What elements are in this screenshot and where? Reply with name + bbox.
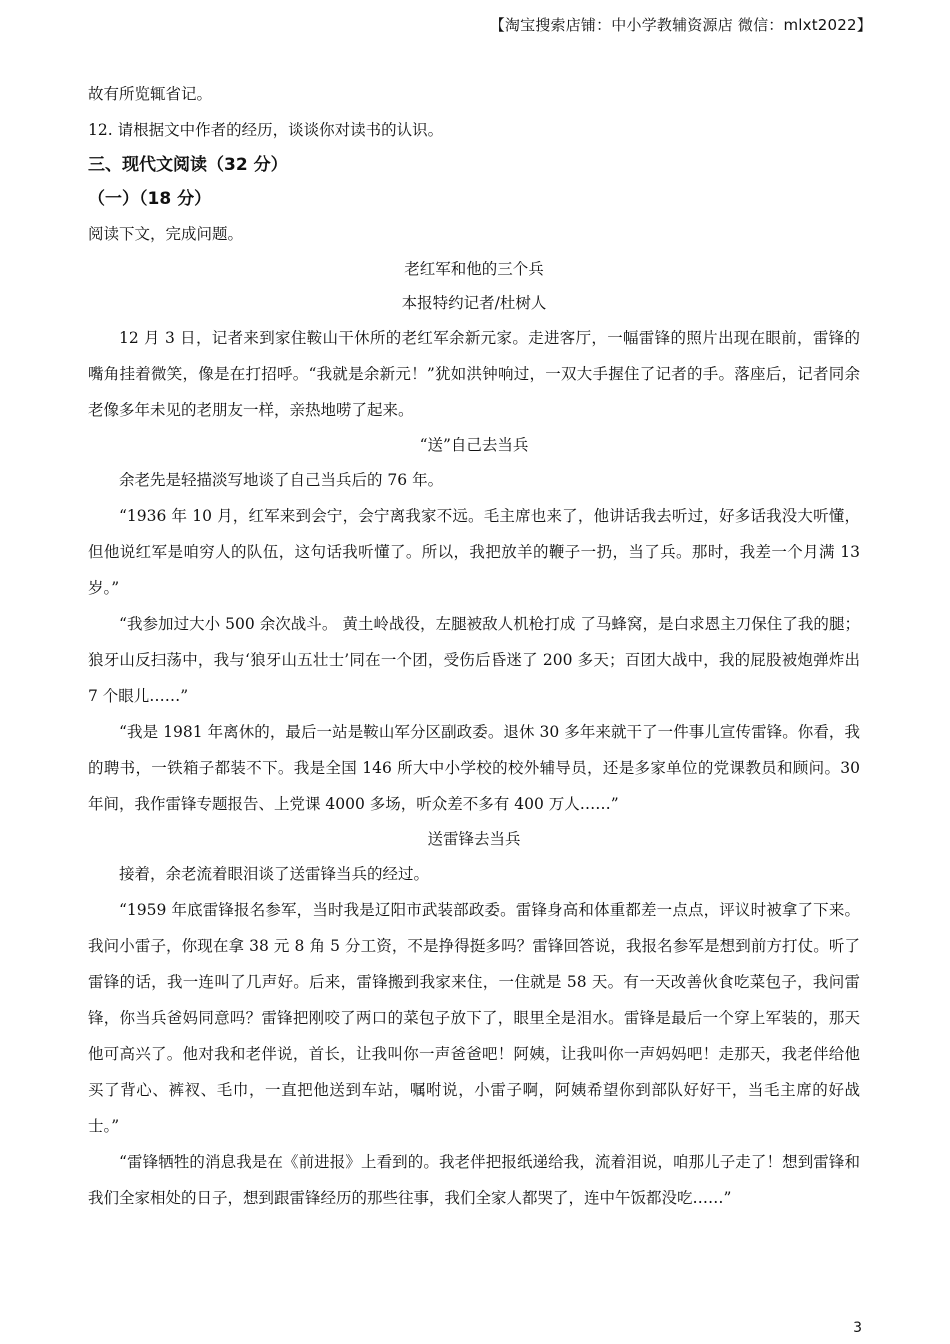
section-heading: 三、现代文阅读（32 分） (88, 155, 288, 175)
article-byline: 本报特约记者/杜树人 (401, 294, 547, 312)
page-number: 3 (853, 1320, 862, 1336)
document-body (88, 76, 860, 1216)
article-paragraph: “我是 1981 年离休的，最后一站是鞍山军分区副政委。退休 30 多年来就干了一件事儿宣传雷锋。你看，我的聘书，一铁箱子都装不下。我是全国 146 所大中小学校的校外辅导员，还是多家单位的党课教员和顾问。30 年间，我作雷锋专题报告、上党课 4000 多场，听众差不多有 400 万人……” (88, 723, 860, 813)
article-subtitle: 送雷锋去当兵 (427, 830, 521, 848)
article-paragraph: “雷锋牺牲的消息我是在《前进报》上看到的。我老伴把报纸递给我，流着泪说，咱那儿子走了！想到雷锋和我们全家相处的日子，想到跟雷锋经历的那些往事，我们全家人都哭了，连中午饭都没吃……” (88, 1153, 860, 1207)
text-line: 故有所览辄省记。 (88, 85, 213, 103)
instruction-text: 阅读下文，完成问题。 (88, 225, 244, 243)
article-paragraph: “1959 年底雷锋报名参军，当时我是辽阳市武装部政委。雷锋身高和体重都差一点点，评议时被拿了下来。我问小雷子，你现在拿 38 元 8 角 5 分工资，不是挣得挺多吗？雷锋回答说，我报名参军是想到前方打仗。听了雷锋的话，我一连叫了几声好。后来，雷锋搬到我家来住，一住就是 58 天。有一天改善伙食吃菜包子，我问雷锋，你当兵爸妈同意吗？雷锋把刚咬了两口的菜包子放下了，眼里全是泪水。雷锋是最后一个穿上军装的，那天他可高兴了。他对我和老伴说，首长，让我叫你一声爸爸吧！阿姨，让我叫你一声妈妈吧！走那天，我老伴给他买了背心、裤衩、毛巾，一直把他送到车站，嘱咐说，小雷子啊，阿姨希望你到部队好好干，当毛主席的好战士。” (88, 901, 860, 1135)
article-title: 老红军和他的三个兵 (404, 260, 544, 278)
subsection-heading: （一）（18 分） (88, 189, 212, 209)
article-paragraph: 余老先是轻描淡写地谈了自己当兵后的 76 年。 (119, 471, 444, 489)
question-12: 12. 请根据文中作者的经历，谈谈你对读书的认识。 (88, 121, 444, 139)
article-paragraph: “1936 年 10 月，红军来到会宁，会宁离我家不远。毛主席也来了，他讲话我去听过，好多话我没大听懂，但他说红军是咱穷人的队伍，这句话我听懂了。所以，我把放羊的鞭子一扔，当了兵。那时，我差一个月满 13 岁。” (88, 507, 860, 597)
article-paragraph: 接着，余老流着眼泪谈了送雷锋当兵的经过。 (119, 865, 430, 883)
article-paragraph: 12 月 3 日，记者来到家住鞍山干休所的老红军余新元家。走进客厅，一幅雷锋的照片出现在眼前，雷锋的嘴角挂着微笑，像是在打招呼。“我就是余新元！”犹如洪钟响过，一双大手握住了记者的手。落座后，记者同余老像多年未见的老朋友一样，亲热地唠了起来。 (88, 329, 860, 419)
article-subtitle: “送”自己去当兵 (419, 436, 529, 454)
article-paragraph: “我参加过大小 500 余次战斗。 黄土岭战役，左腿被敌人机枪打成 了马蜂窝，是白求恩主刀保住了我的腿；狼牙山反扫荡中，我与‘狼牙山五壮士’同在一个团，受伤后昏迷了 200 多天；百团大战中，我的屁股被炮弹炸出 7 个眼儿……” (88, 615, 860, 705)
header-watermark-note: 【淘宝搜索店铺：中小学教辅资源店 微信：mlxt2022】 (489, 16, 872, 34)
